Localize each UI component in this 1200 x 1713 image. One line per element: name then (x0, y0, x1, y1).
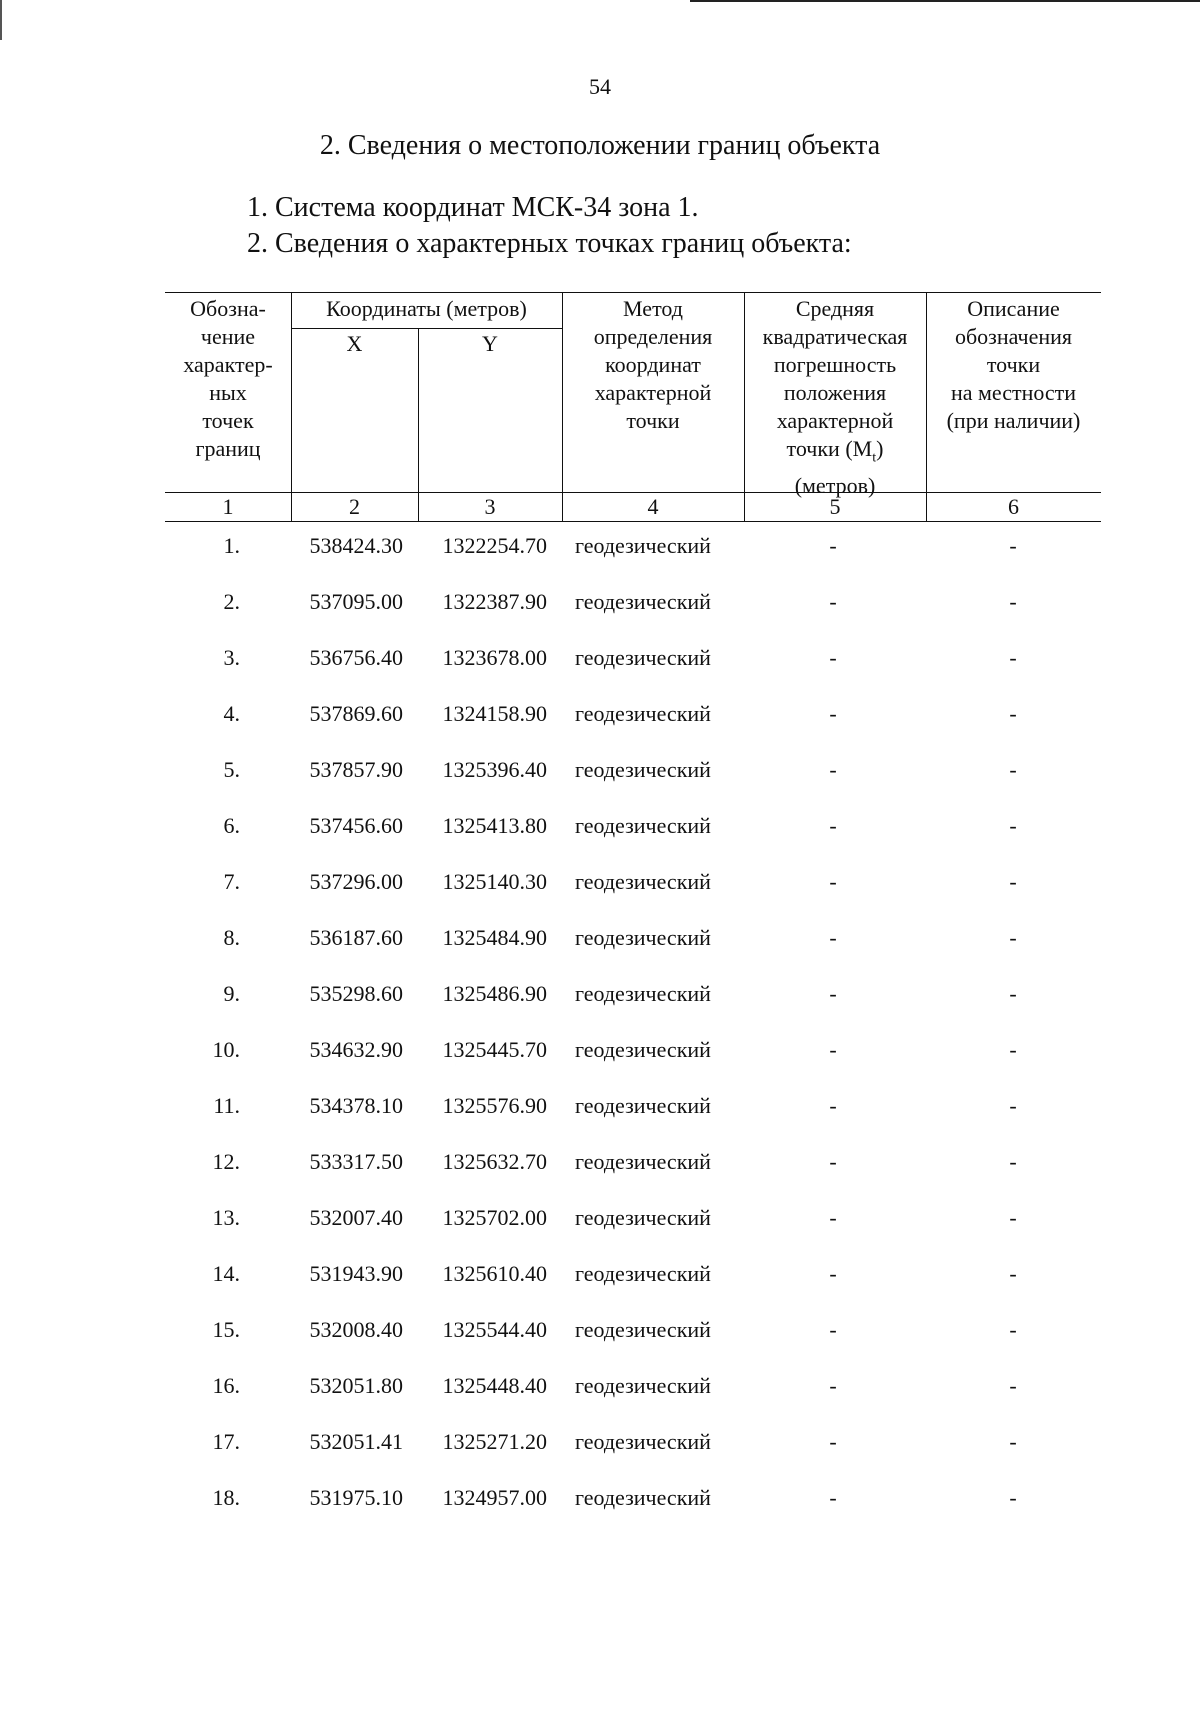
point-number: 15. (212, 1317, 240, 1342)
y-coordinate: 1325486.90 (442, 981, 547, 1006)
header-text-line: Обозна- (190, 296, 266, 321)
header-text-line: на местности (950, 380, 1077, 405)
column-number: 3 (484, 494, 496, 519)
method-value: геодезический (575, 589, 711, 614)
header-text-line: характер- (183, 352, 273, 377)
y-coordinate: 1322254.70 (442, 533, 547, 558)
mt-prefix: точки (M (786, 436, 873, 461)
error-value: - (829, 533, 837, 558)
description-value: - (1009, 1037, 1017, 1062)
error-value: - (829, 1093, 837, 1118)
method-value: геодезический (575, 813, 711, 838)
y-coordinate: 1325271.20 (442, 1429, 547, 1454)
point-number: 10. (212, 1037, 240, 1062)
y-coordinate: 1324957.00 (442, 1485, 547, 1510)
y-coordinate: 1325448.40 (442, 1373, 547, 1398)
y-coordinate: 1325140.30 (442, 869, 547, 894)
header-text-line: положения (783, 380, 887, 405)
header-text-line: (метров) (794, 473, 876, 499)
point-number: 1. (223, 533, 240, 558)
column-number: 4 (647, 494, 659, 519)
header-text-line: Описание (967, 296, 1060, 321)
x-coordinate: 537296.00 (309, 869, 403, 894)
description-value: - (1009, 1205, 1017, 1230)
point-number: 9. (223, 981, 240, 1006)
x-coordinate: 534378.10 (309, 1093, 403, 1118)
x-coordinate: 532051.41 (309, 1429, 403, 1454)
column-number: 1 (222, 494, 234, 519)
header-text-line: точек (202, 408, 254, 433)
header-text-line: погрешность (773, 352, 897, 377)
error-value: - (829, 1373, 837, 1398)
method-value: геодезический (575, 1429, 711, 1454)
y-coordinate: 1325576.90 (442, 1093, 547, 1118)
col-divider-1 (291, 292, 292, 521)
mt-subscript: t (872, 450, 877, 466)
description-value: - (1009, 1373, 1017, 1398)
method-value: геодезический (575, 925, 711, 950)
description-value: - (1009, 813, 1017, 838)
point-number: 18. (212, 1485, 240, 1510)
error-value: - (829, 1205, 837, 1230)
point-number: 5. (223, 757, 240, 782)
point-number: 7. (223, 869, 240, 894)
header-text-line: точки (626, 408, 680, 433)
x-coordinate: 537869.60 (309, 701, 403, 726)
error-value: - (829, 1317, 837, 1342)
points-info-line: 2. Сведения о характерных точках границ объекта: (247, 228, 852, 259)
method-value: геодезический (575, 1373, 711, 1398)
method-value: геодезический (575, 645, 711, 670)
description-value: - (1009, 1485, 1017, 1510)
point-number: 8. (223, 925, 240, 950)
method-value: геодезический (575, 533, 711, 558)
coordinate-system-line: 1. Система координат МСК-34 зона 1. (247, 192, 699, 223)
error-value: - (829, 645, 837, 670)
y-coordinate: 1325544.40 (442, 1317, 547, 1342)
error-value: - (829, 757, 837, 782)
y-coordinate: 1325610.40 (442, 1261, 547, 1286)
x-coordinate: 533317.50 (309, 1149, 403, 1174)
description-value: - (1009, 925, 1017, 950)
y-coordinate: 1325702.00 (442, 1205, 547, 1230)
header-x: X (346, 331, 363, 356)
point-number: 14. (212, 1261, 240, 1286)
y-coordinate: 1325632.70 (442, 1149, 547, 1174)
y-coordinate: 1325396.40 (442, 757, 547, 782)
description-value: - (1009, 1261, 1017, 1286)
column-numbers-rule (165, 521, 1101, 522)
x-coordinate: 537095.00 (309, 589, 403, 614)
header-text-line: координат (605, 352, 701, 377)
error-value: - (829, 813, 837, 838)
header-text-line: определения (593, 324, 713, 349)
x-coordinate: 531943.90 (309, 1261, 403, 1286)
point-number: 3. (223, 645, 240, 670)
point-number: 6. (223, 813, 240, 838)
header-mean-error (744, 295, 926, 500)
x-coordinate: 536756.40 (309, 645, 403, 670)
x-coordinate: 536187.60 (309, 925, 403, 950)
y-coordinate: 1324158.90 (442, 701, 547, 726)
point-number: 11. (213, 1093, 240, 1118)
x-coordinate: 532007.40 (309, 1205, 403, 1230)
x-coordinate: 538424.30 (309, 533, 403, 558)
header-point-designation (165, 295, 291, 463)
method-value: геодезический (575, 757, 711, 782)
header-y: Y (482, 331, 498, 356)
coords-sub-rule (291, 328, 562, 329)
method-value: геодезический (575, 1037, 711, 1062)
x-coordinate: 531975.10 (309, 1485, 403, 1510)
method-value: геодезический (575, 1261, 711, 1286)
error-value: - (829, 869, 837, 894)
mt-suffix: ) (876, 436, 884, 461)
column-number: 2 (349, 494, 360, 519)
y-coordinate: 1323678.00 (442, 645, 547, 670)
header-text-line: чение (200, 324, 256, 349)
description-value: - (1009, 757, 1017, 782)
method-value: геодезический (575, 701, 711, 726)
column-number: 6 (1008, 494, 1019, 519)
header-text-line: Метод (623, 296, 683, 321)
point-number: 2. (223, 589, 240, 614)
description-value: - (1009, 589, 1017, 614)
x-coordinate: 534632.90 (309, 1037, 403, 1062)
x-coordinate: 532051.80 (309, 1373, 403, 1398)
header-text-line: ных (209, 380, 247, 405)
description-value: - (1009, 1149, 1017, 1174)
header-text-line: границ (195, 436, 261, 461)
error-value: - (829, 1261, 837, 1286)
point-number: 17. (212, 1429, 240, 1454)
header-text-line: Средняя (795, 296, 875, 321)
error-value: - (829, 1149, 837, 1174)
description-value: - (1009, 1317, 1017, 1342)
method-value: геодезический (575, 1149, 711, 1174)
header-method (562, 295, 744, 435)
table-top-rule (165, 292, 1101, 293)
point-number: 4. (223, 701, 240, 726)
x-coordinate: 537857.90 (309, 757, 403, 782)
header-text-line: (при наличии) (946, 408, 1081, 433)
error-value: - (829, 981, 837, 1006)
method-value: геодезический (575, 869, 711, 894)
error-value: - (829, 1485, 837, 1510)
point-number: 12. (212, 1149, 240, 1174)
y-coordinate: 1325413.80 (442, 813, 547, 838)
error-value: - (829, 701, 837, 726)
error-value: - (829, 925, 837, 950)
column-number: 5 (829, 494, 841, 519)
y-coordinate: 1325484.90 (442, 925, 547, 950)
point-number: 13. (212, 1205, 240, 1230)
x-coordinate: 537456.60 (309, 813, 403, 838)
x-coordinate: 535298.60 (309, 981, 403, 1006)
error-value: - (829, 1429, 837, 1454)
description-value: - (1009, 533, 1017, 558)
method-value: геодезический (575, 1317, 711, 1342)
y-coordinate: 1322387.90 (442, 589, 547, 614)
point-number: 16. (212, 1373, 240, 1398)
description-value: - (1009, 981, 1017, 1006)
header-text-line: точки (986, 352, 1041, 377)
y-coordinate: 1325445.70 (442, 1037, 547, 1062)
method-value: геодезический (575, 1485, 711, 1510)
method-value: геодезический (575, 1205, 711, 1230)
method-value: геодезический (575, 1093, 711, 1118)
description-value: - (1009, 1429, 1017, 1454)
description-value: - (1009, 645, 1017, 670)
header-text-line: обозначения (954, 324, 1073, 349)
section-title: 2. Сведения о местоположении границ объекта (319, 130, 881, 161)
header-coordinates: Координаты (метров) (326, 296, 527, 321)
error-value: - (829, 1037, 837, 1062)
header-text-line: характерной (594, 380, 712, 405)
method-value: геодезический (575, 981, 711, 1006)
description-value: - (1009, 701, 1017, 726)
x-coordinate: 532008.40 (309, 1317, 403, 1342)
header-text-line (744, 435, 926, 472)
description-value: - (1009, 1093, 1017, 1118)
description-value: - (1009, 869, 1017, 894)
error-value: - (829, 589, 837, 614)
header-text-line: квадратическая (762, 324, 908, 349)
header-bottom-rule (165, 492, 1101, 493)
header-text-line: характерной (776, 408, 894, 433)
header-description (926, 295, 1101, 435)
page-number: 54 (589, 74, 611, 99)
